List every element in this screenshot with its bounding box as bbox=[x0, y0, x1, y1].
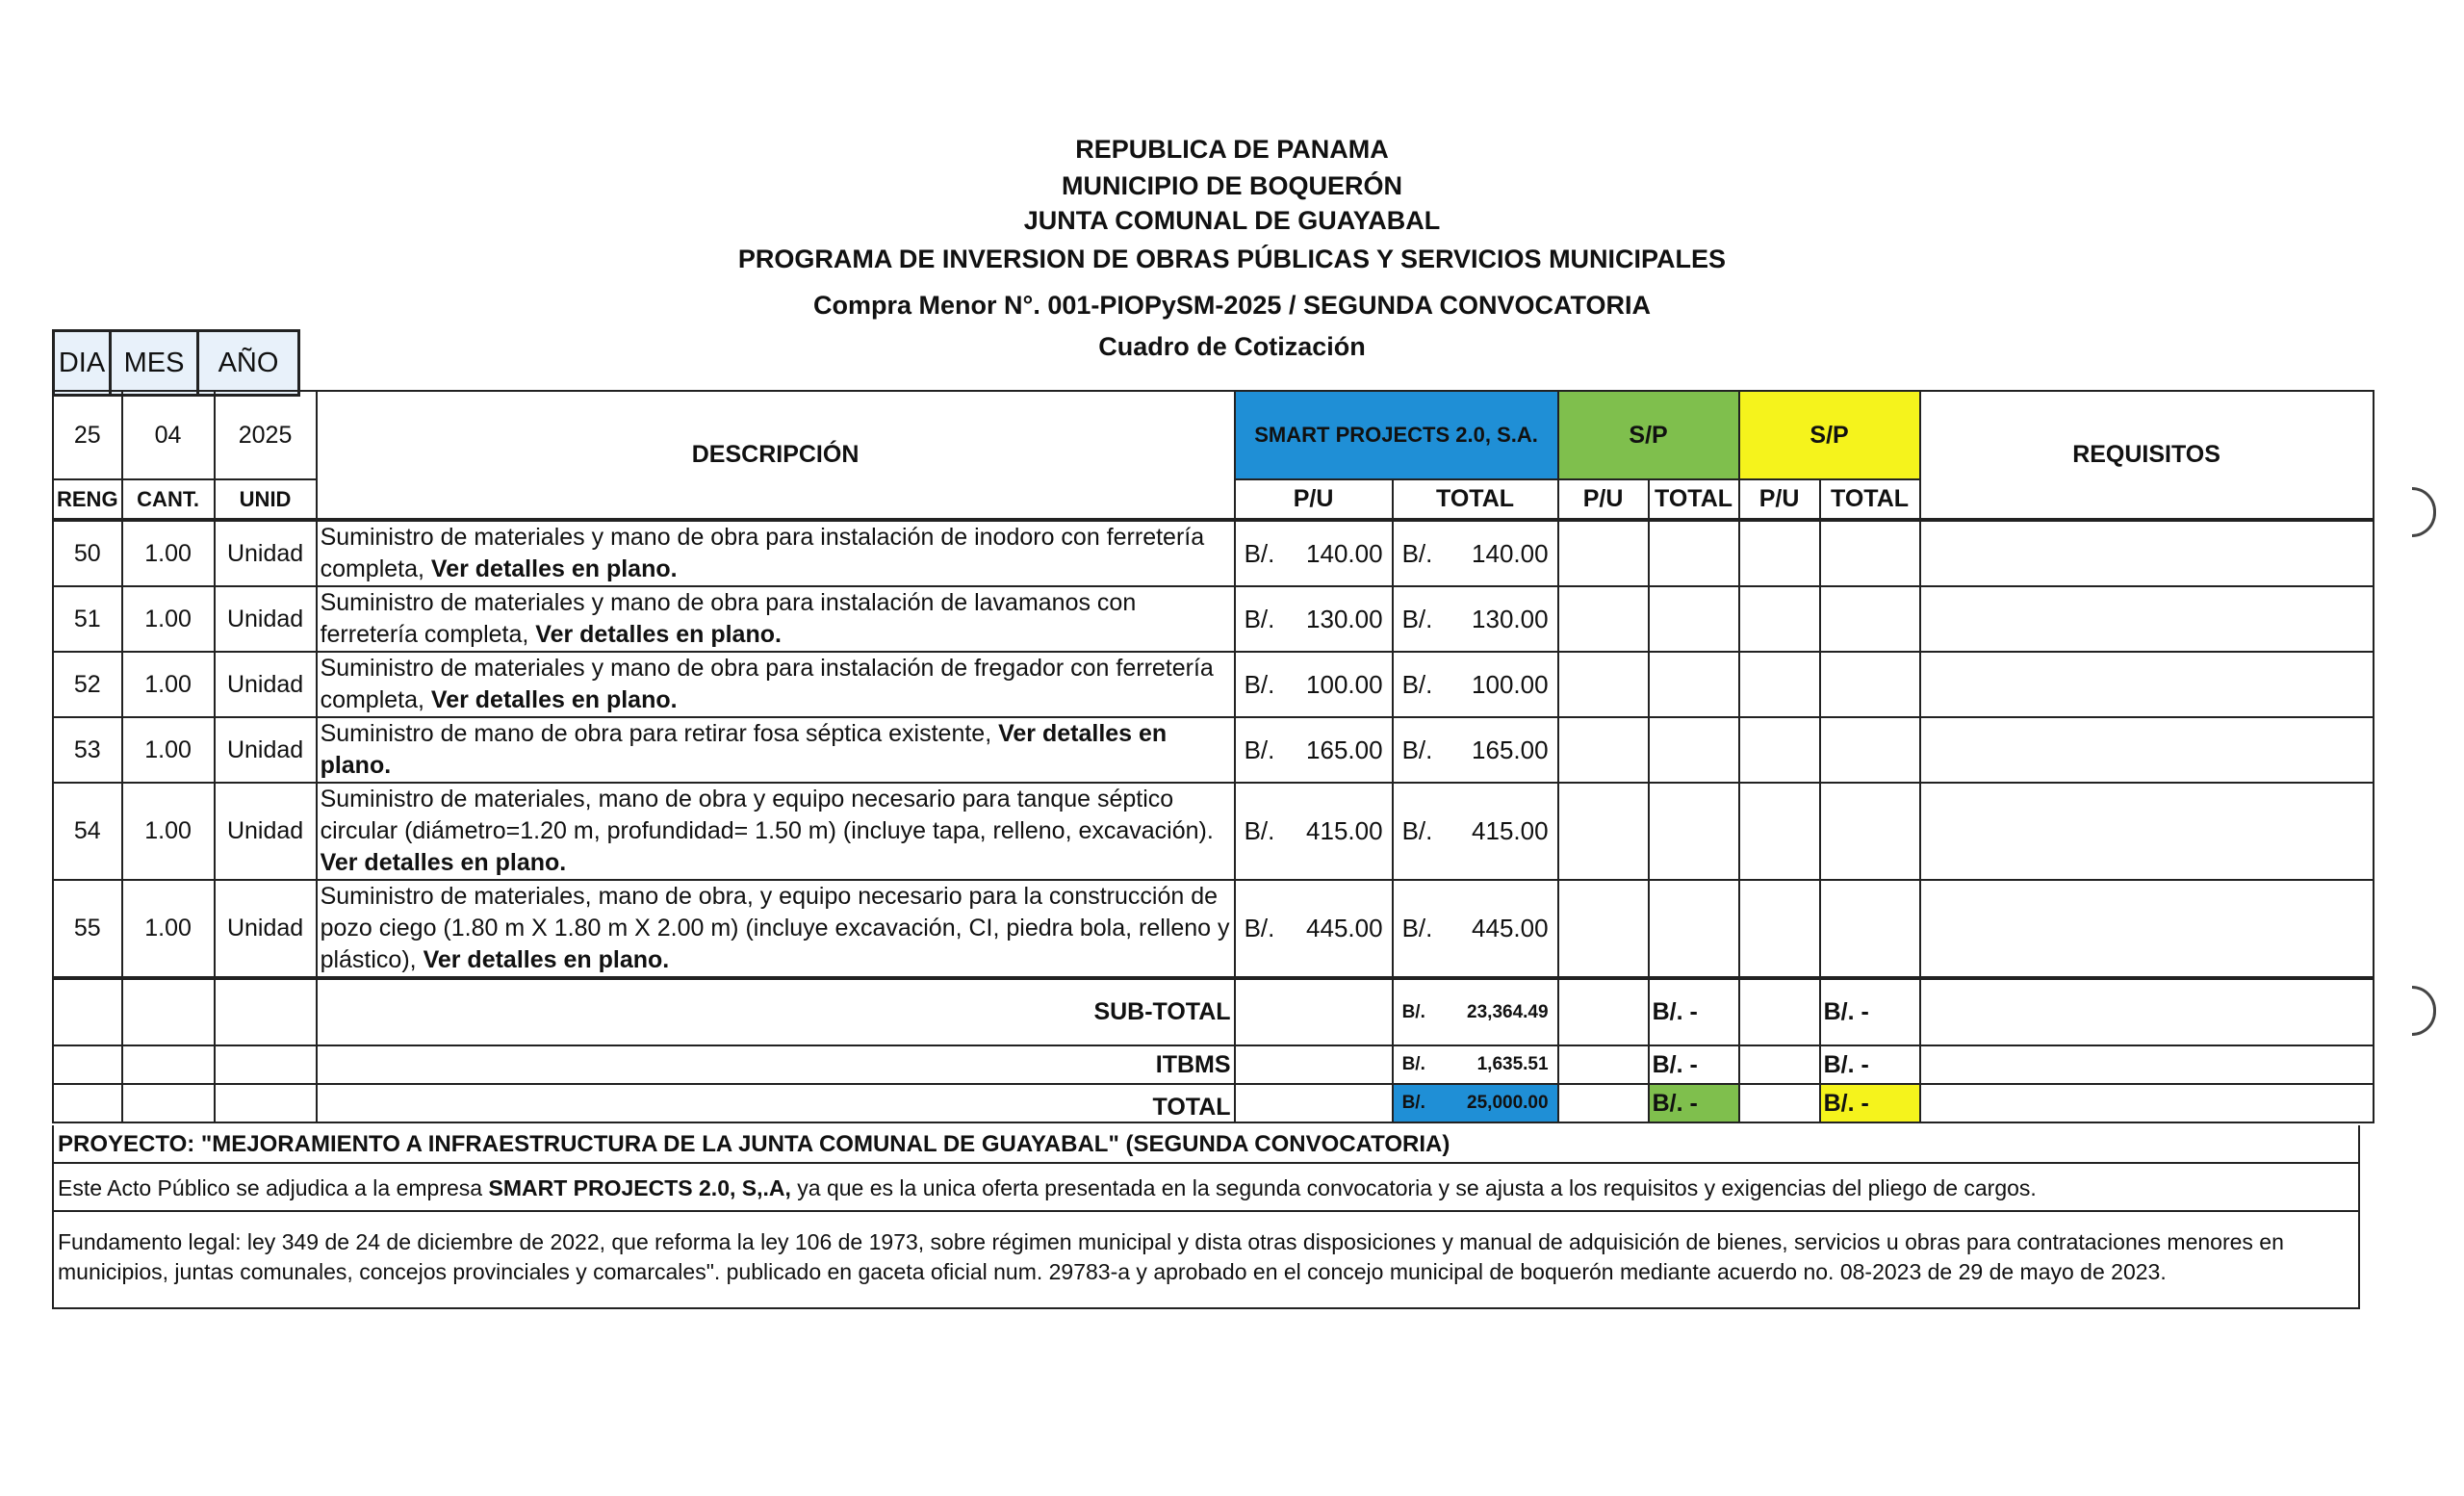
pu-cell bbox=[1235, 783, 1393, 880]
empty-cell bbox=[1739, 520, 1820, 586]
reng-cell: 54 bbox=[53, 783, 122, 880]
empty-cell bbox=[1649, 586, 1739, 652]
requisitos-header: REQUISITOS bbox=[1920, 391, 2374, 520]
empty-cell bbox=[1920, 1084, 2374, 1122]
description-text: Suministro de mano de obra para retirar fosa séptica existente, bbox=[320, 720, 992, 747]
currency: B/. bbox=[1401, 604, 1433, 633]
empty-cell bbox=[53, 1045, 122, 1084]
reng-cell: 55 bbox=[53, 880, 122, 978]
description-link-text: Ver detalles en plano. bbox=[320, 849, 567, 876]
empty-cell bbox=[1558, 783, 1649, 880]
pu-value: 415.00 bbox=[1306, 816, 1383, 845]
total-cell bbox=[1393, 717, 1558, 783]
empty-cell bbox=[1920, 717, 2374, 783]
currency: B/. bbox=[1244, 914, 1275, 942]
total-cell bbox=[1393, 652, 1558, 717]
total-value: 130.00 bbox=[1472, 604, 1549, 633]
unid-cell: Unidad bbox=[215, 652, 317, 717]
mes-label: MES bbox=[111, 331, 198, 396]
fundamento-legal: Fundamento legal: ley 349 de 24 de diciembre de 2022, que reforma la ley 106 de 1973, sobre régimen municipal y dista otras disposiciones y manual de adquisición de bienes, servicios u obras para contrataciones menores en municipios, juntas comunales, concejos provinciales y comarcales". publicado en gaceta oficial num. 29783-a y aprobado en el concejo municipal de boquerón mediante acuerdo no. 08-2023 de 29 de mayo de 2023. bbox=[52, 1212, 2360, 1309]
description-text: Suministro de materiales y mano de obra para instalación de lavamanos con ferretería completa, bbox=[320, 589, 1137, 648]
table-row bbox=[53, 783, 2374, 880]
cant-cell: 1.00 bbox=[122, 586, 215, 652]
empty-cell bbox=[215, 1045, 317, 1084]
pu-cell bbox=[1235, 652, 1393, 717]
empty-cell bbox=[215, 1084, 317, 1122]
reng-cell: 51 bbox=[53, 586, 122, 652]
currency: B/. bbox=[1401, 1001, 1425, 1022]
header-line-6: Cuadro de Cotización bbox=[1098, 332, 1366, 361]
total-value: 165.00 bbox=[1472, 735, 1549, 764]
pu-value: 100.00 bbox=[1306, 669, 1383, 699]
cant-header: CANT. bbox=[122, 479, 215, 520]
bidder3-subtotal: B/. - bbox=[1820, 978, 1920, 1045]
reng-header: RENG bbox=[53, 479, 122, 520]
adjudica-company: SMART PROJECTS 2.0, S,.A, bbox=[488, 1175, 791, 1200]
itbms-label: ITBMS bbox=[317, 1045, 1235, 1084]
total-label: TOTAL bbox=[317, 1084, 1235, 1122]
empty-cell bbox=[1739, 1084, 1820, 1122]
bidder2-pu-header: P/U bbox=[1558, 479, 1649, 520]
empty-cell bbox=[1920, 586, 2374, 652]
cant-cell: 1.00 bbox=[122, 520, 215, 586]
unid-cell: Unidad bbox=[215, 586, 317, 652]
reng-cell: 50 bbox=[53, 520, 122, 586]
table-row bbox=[53, 717, 2374, 783]
itbms-row bbox=[53, 1045, 2374, 1084]
total-cell bbox=[1393, 520, 1558, 586]
description-cell bbox=[317, 717, 1235, 783]
currency: B/. bbox=[1244, 604, 1275, 633]
empty-cell bbox=[53, 978, 122, 1045]
empty-cell bbox=[1920, 783, 2374, 880]
adjudica-line bbox=[52, 1164, 2360, 1212]
bidder2-total: B/. - bbox=[1649, 1084, 1739, 1122]
empty-cell bbox=[53, 1084, 122, 1122]
empty-cell bbox=[1649, 880, 1739, 978]
currency: B/. bbox=[1401, 538, 1433, 568]
currency: B/. bbox=[1244, 735, 1275, 764]
bidder2-itbms: B/. - bbox=[1649, 1045, 1739, 1084]
empty-cell bbox=[1739, 783, 1820, 880]
descripcion-header: DESCRIPCIÓN bbox=[317, 391, 1235, 520]
description-text: Suministro de materiales, mano de obra y equipo necesario para tanque séptico circular (diámetro=1.20 m, profundidad= 1.50 m) (incluye tapa, relleno, excavación). bbox=[320, 786, 1214, 844]
empty-cell bbox=[1920, 520, 2374, 586]
unid-header: UNID bbox=[215, 479, 317, 520]
empty-cell bbox=[1820, 880, 1920, 978]
empty-cell bbox=[1739, 978, 1820, 1045]
description-text: Suministro de materiales, mano de obra, y equipo necesario para la construcción de pozo ciego (1.80 m X 1.80 m X 2.00 m) (incluye excavación, CI, piedra bola, relleno y plástico), bbox=[320, 883, 1230, 973]
empty-cell bbox=[1920, 1045, 2374, 1084]
empty-cell bbox=[1820, 717, 1920, 783]
empty-cell bbox=[122, 978, 215, 1045]
empty-cell bbox=[122, 1084, 215, 1122]
reng-cell: 53 bbox=[53, 717, 122, 783]
unid-cell: Unidad bbox=[215, 880, 317, 978]
total-value: 100.00 bbox=[1472, 669, 1549, 699]
empty-cell bbox=[1558, 652, 1649, 717]
bidder3-pu-header: P/U bbox=[1739, 479, 1820, 520]
currency: B/. bbox=[1401, 735, 1433, 764]
empty-cell bbox=[1820, 652, 1920, 717]
pu-cell bbox=[1235, 880, 1393, 978]
description-cell bbox=[317, 783, 1235, 880]
pu-value: 130.00 bbox=[1306, 604, 1383, 633]
currency: B/. bbox=[1401, 914, 1433, 942]
pu-value: 165.00 bbox=[1306, 735, 1383, 764]
currency: B/. bbox=[1401, 1093, 1425, 1113]
pu-value: 140.00 bbox=[1306, 538, 1383, 568]
currency: B/. bbox=[1244, 669, 1275, 699]
empty-cell bbox=[1920, 652, 2374, 717]
bidder3-total-header: TOTAL bbox=[1820, 479, 1920, 520]
empty-cell bbox=[1820, 520, 1920, 586]
adjudica-text-pre: Este Acto Público se adjudica a la empresa bbox=[58, 1175, 489, 1200]
total-row bbox=[53, 1084, 2374, 1122]
empty-cell bbox=[1739, 717, 1820, 783]
header-line-1: REPUBLICA DE PANAMA bbox=[1075, 135, 1389, 164]
dia-label: DIA bbox=[54, 331, 111, 396]
table-row bbox=[53, 880, 2374, 978]
quotation-table bbox=[52, 390, 2374, 1123]
subtotal-label: SUB-TOTAL bbox=[317, 978, 1235, 1045]
bidder2-subtotal: B/. - bbox=[1649, 978, 1739, 1045]
proyecto-line: PROYECTO: "MEJORAMIENTO A INFRAESTRUCTURA DE LA JUNTA COMUNAL DE GUAYABAL" (SEGUNDA CONVOCATORIA) bbox=[52, 1125, 2360, 1164]
itbms-cell bbox=[1393, 1045, 1558, 1084]
empty-cell bbox=[1920, 880, 2374, 978]
unid-cell: Unidad bbox=[215, 783, 317, 880]
description-link-text: Ver detalles en plano. bbox=[320, 720, 1168, 779]
empty-cell bbox=[1649, 783, 1739, 880]
currency: B/. bbox=[1401, 1054, 1425, 1074]
bidder3-total: B/. - bbox=[1820, 1084, 1920, 1122]
empty-cell bbox=[1558, 1084, 1649, 1122]
bidder-sp-green-header: S/P bbox=[1558, 391, 1739, 479]
empty-cell bbox=[1820, 586, 1920, 652]
table-row bbox=[53, 586, 2374, 652]
grand-total-value: 25,000.00 bbox=[1467, 1093, 1549, 1113]
header-line-2: MUNICIPIO DE BOQUERÓN bbox=[1061, 171, 1403, 200]
bidder1-total-header: TOTAL bbox=[1393, 479, 1558, 520]
empty-cell bbox=[1558, 586, 1649, 652]
table-row bbox=[53, 652, 2374, 717]
total-cell bbox=[1393, 783, 1558, 880]
itbms-value: 1,635.51 bbox=[1476, 1054, 1549, 1074]
empty-cell bbox=[215, 978, 317, 1045]
empty-cell bbox=[1739, 1045, 1820, 1084]
subtotal-cell bbox=[1393, 978, 1558, 1045]
header-line-3: JUNTA COMUNAL DE GUAYABAL bbox=[1023, 206, 1441, 235]
subtotal-row bbox=[53, 978, 2374, 1045]
total-value: 140.00 bbox=[1472, 538, 1549, 568]
description-link-text: Ver detalles en plano. bbox=[423, 946, 670, 973]
empty-cell bbox=[1235, 1084, 1393, 1122]
currency: B/. bbox=[1401, 816, 1433, 845]
empty-cell bbox=[1739, 652, 1820, 717]
pu-cell bbox=[1235, 717, 1393, 783]
empty-cell bbox=[1558, 520, 1649, 586]
empty-cell bbox=[1558, 978, 1649, 1045]
header-row-1 bbox=[53, 391, 2374, 479]
currency: B/. bbox=[1244, 816, 1275, 845]
ano-value: 2025 bbox=[215, 391, 317, 479]
cant-cell: 1.00 bbox=[122, 783, 215, 880]
total-cell bbox=[1393, 880, 1558, 978]
description-link-text: Ver detalles en plano. bbox=[430, 555, 678, 582]
reng-cell: 52 bbox=[53, 652, 122, 717]
pu-cell bbox=[1235, 586, 1393, 652]
empty-cell bbox=[122, 1045, 215, 1084]
empty-cell bbox=[1739, 880, 1820, 978]
bidder-sp-yellow-header: S/P bbox=[1739, 391, 1920, 479]
empty-cell bbox=[1558, 880, 1649, 978]
total-cell bbox=[1393, 586, 1558, 652]
unid-cell: Unidad bbox=[215, 717, 317, 783]
binder-ring-mark bbox=[2412, 986, 2436, 1036]
date-header-box bbox=[52, 329, 300, 397]
ano-label: AÑO bbox=[198, 331, 299, 396]
empty-cell bbox=[1820, 783, 1920, 880]
empty-cell bbox=[1739, 586, 1820, 652]
empty-cell bbox=[1558, 717, 1649, 783]
unid-cell: Unidad bbox=[215, 520, 317, 586]
empty-cell bbox=[1649, 652, 1739, 717]
cant-cell: 1.00 bbox=[122, 717, 215, 783]
description-cell bbox=[317, 586, 1235, 652]
empty-cell bbox=[1235, 978, 1393, 1045]
empty-cell bbox=[1558, 1045, 1649, 1084]
bidder2-total-header: TOTAL bbox=[1649, 479, 1739, 520]
header-line-4: PROGRAMA DE INVERSION DE OBRAS PÚBLICAS Y SERVICIOS MUNICIPALES bbox=[737, 245, 1727, 273]
pu-cell bbox=[1235, 520, 1393, 586]
cant-cell: 1.00 bbox=[122, 880, 215, 978]
description-link-text: Ver detalles en plano. bbox=[535, 621, 782, 648]
bidder3-itbms: B/. - bbox=[1820, 1045, 1920, 1084]
description-cell bbox=[317, 652, 1235, 717]
empty-cell bbox=[1235, 1045, 1393, 1084]
total-value: 415.00 bbox=[1472, 816, 1549, 845]
empty-cell bbox=[1920, 978, 2374, 1045]
total-value: 445.00 bbox=[1472, 914, 1549, 942]
cant-cell: 1.00 bbox=[122, 652, 215, 717]
currency: B/. bbox=[1244, 538, 1275, 568]
mes-value: 04 bbox=[122, 391, 215, 479]
description-text: Suministro de materiales y mano de obra para instalación de inodoro con ferretería completa, bbox=[320, 524, 1205, 582]
table-row bbox=[53, 520, 2374, 586]
dia-value: 25 bbox=[53, 391, 122, 479]
adjudica-text-post: ya que es la unica oferta presentada en la segunda convocatoria y se ajusta a los requisitos y exigencias del pliego de cargos. bbox=[790, 1175, 2037, 1200]
bidder1-pu-header: P/U bbox=[1235, 479, 1393, 520]
description-cell bbox=[317, 520, 1235, 586]
description-cell bbox=[317, 880, 1235, 978]
header-line-5: Compra Menor N°. 001-PIOPySM-2025 / SEGUNDA CONVOCATORIA bbox=[813, 291, 1651, 320]
empty-cell bbox=[1649, 520, 1739, 586]
bidder-smart-projects-header: SMART PROJECTS 2.0, S.A. bbox=[1235, 391, 1558, 479]
empty-cell bbox=[1649, 717, 1739, 783]
description-text: Suministro de materiales y mano de obra para instalación de fregador con ferretería completa, bbox=[320, 655, 1214, 713]
grand-total-cell bbox=[1393, 1084, 1558, 1122]
pu-value: 445.00 bbox=[1306, 914, 1383, 942]
currency: B/. bbox=[1401, 669, 1433, 699]
binder-ring-mark bbox=[2412, 487, 2436, 537]
subtotal-value: 23,364.49 bbox=[1467, 1001, 1549, 1022]
description-link-text: Ver detalles en plano. bbox=[430, 686, 678, 713]
